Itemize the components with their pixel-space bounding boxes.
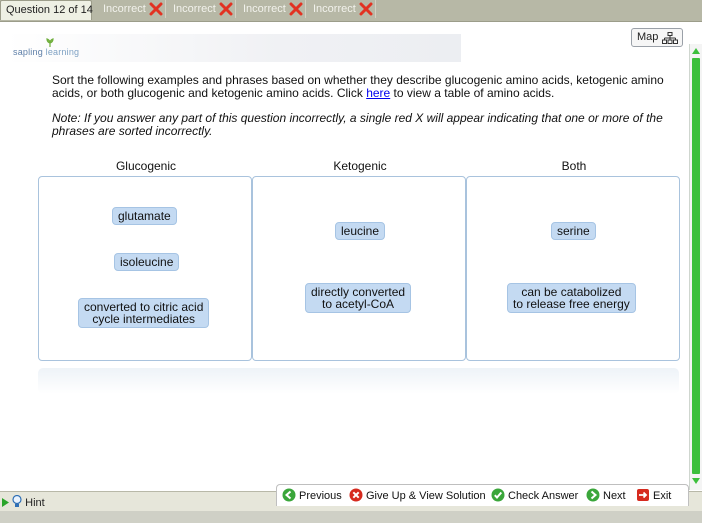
previous-arrow-icon	[282, 488, 296, 502]
amino-acid-table-link[interactable]: here	[366, 86, 391, 100]
incorrect-x-icon	[289, 2, 303, 16]
previous-button[interactable]	[282, 488, 342, 503]
bin-ketogenic[interactable]	[252, 176, 466, 361]
question-tab-bar	[0, 0, 702, 22]
draggable-chip[interactable]: can be catabolized to release free energy	[507, 283, 636, 313]
tab-history-3[interactable]	[238, 0, 306, 18]
exit-door-icon	[636, 488, 650, 502]
previous-label: Previous	[299, 490, 342, 502]
bin-glucogenic[interactable]	[38, 176, 252, 361]
vertical-scrollbar[interactable]	[689, 44, 702, 490]
instructions-text: Sort the following examples and phrases based on whether they describe glucogenic amino acids, ketogenic amino acids, or both glucogenic and ketogenic amino acids. Click	[52, 73, 664, 100]
action-toolbar	[276, 484, 689, 506]
question-frame	[0, 21, 702, 491]
incorrect-x-icon	[219, 2, 233, 16]
draggable-chip[interactable]: leucine	[335, 222, 385, 240]
scroll-down-arrow-icon[interactable]	[691, 476, 701, 486]
bin-title-glucogenic: Glucogenic	[115, 159, 177, 173]
draggable-chip[interactable]: directly converted to acetyl-CoA	[305, 283, 411, 313]
tab-current-question[interactable]: Question 12 of 14	[0, 0, 92, 20]
bin-both[interactable]	[466, 176, 680, 361]
expand-arrow-icon	[2, 498, 9, 507]
hint-button[interactable]	[2, 495, 45, 509]
tab-status-label: Incorrect	[243, 3, 286, 15]
give-up-view-solution-button[interactable]	[349, 488, 486, 503]
unsorted-items-tray[interactable]	[38, 368, 679, 394]
bin-title-both: Both	[561, 159, 587, 173]
check-answer-button[interactable]	[491, 488, 578, 503]
next-button[interactable]	[586, 488, 626, 503]
give-up-label: Give Up & View Solution	[366, 490, 486, 502]
tab-status-label: Incorrect	[103, 3, 146, 15]
sitemap-icon	[662, 32, 678, 44]
exit-label: Exit	[653, 490, 672, 502]
scrollbar-thumb[interactable]	[692, 58, 700, 474]
draggable-chip[interactable]: serine	[551, 222, 596, 240]
tab-status-label: Incorrect	[313, 3, 356, 15]
logo-word-1: sapling	[13, 47, 43, 57]
next-arrow-icon	[586, 488, 600, 502]
draggable-chip[interactable]: converted to citric acid cycle intermediates	[78, 298, 209, 328]
give-up-icon	[349, 488, 363, 502]
lightbulb-icon	[12, 495, 22, 508]
tab-history-2[interactable]	[168, 0, 236, 18]
scroll-up-arrow-icon[interactable]	[691, 46, 701, 56]
question-note: Note: If you answer any part of this question incorrectly, a single red X will appear indicating that one or more of the phrases are sorted incorrectly.	[52, 111, 663, 138]
incorrect-x-icon	[149, 2, 163, 16]
question-instructions	[52, 74, 672, 100]
check-mark-icon	[491, 488, 505, 502]
tab-history-1[interactable]	[98, 0, 166, 18]
window-footer	[0, 511, 702, 523]
sapling-learning-logo	[13, 47, 79, 57]
check-answer-label: Check Answer	[508, 490, 579, 502]
tab-status-label: Incorrect	[173, 3, 216, 15]
incorrect-x-icon	[359, 2, 373, 16]
tab-history-4[interactable]	[308, 0, 376, 18]
map-button-label: Map	[637, 31, 659, 43]
instructions-text-end: to view a table of amino acids.	[390, 86, 555, 100]
bin-title-ketogenic: Ketogenic	[333, 159, 387, 173]
next-label: Next	[603, 490, 626, 502]
hint-label: Hint	[25, 497, 45, 509]
exit-button[interactable]	[636, 488, 671, 503]
logo-word-2: learning	[45, 47, 80, 57]
map-button[interactable]	[631, 28, 683, 47]
draggable-chip[interactable]: isoleucine	[114, 253, 179, 271]
draggable-chip[interactable]: glutamate	[112, 207, 177, 225]
